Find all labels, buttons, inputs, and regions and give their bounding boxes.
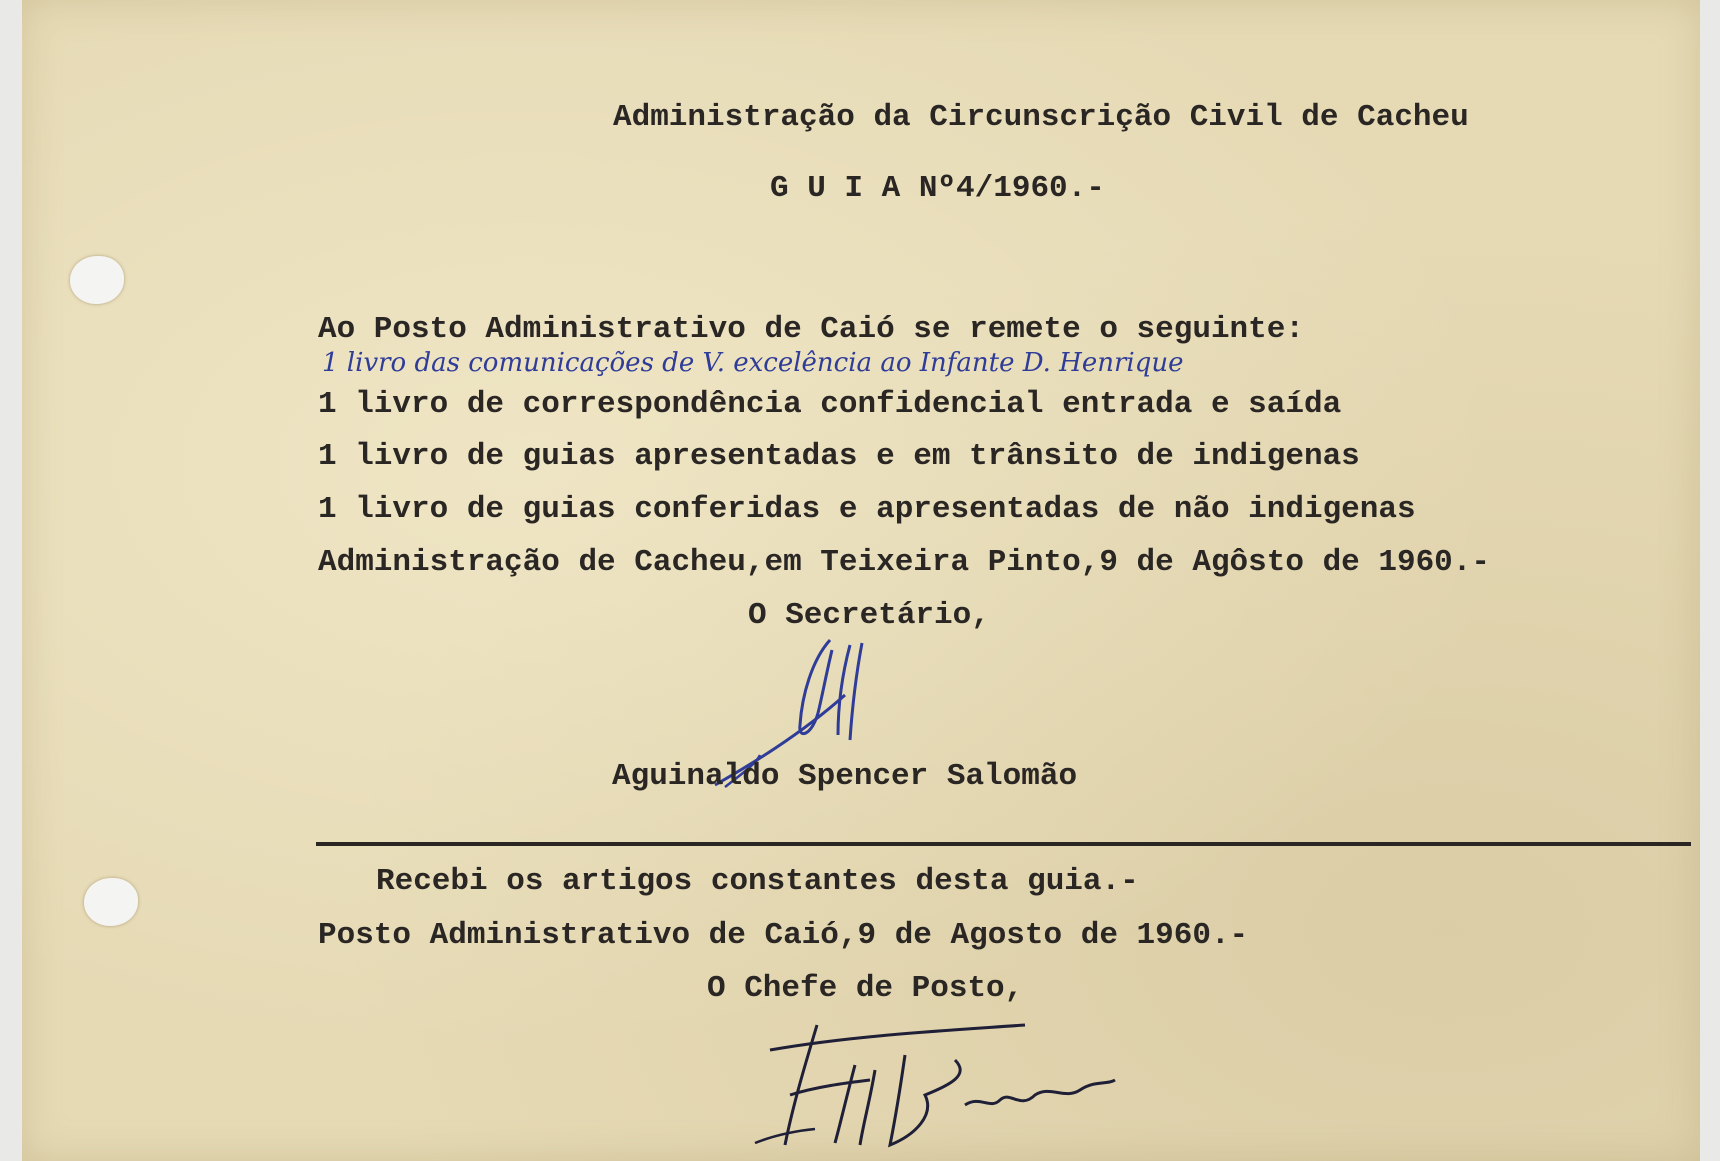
divider-line bbox=[316, 842, 1691, 846]
guide-number: G U I A Nº4/1960.- bbox=[770, 171, 1105, 206]
intro-line: Ao Posto Administrativo de Caió se remete o seguinte: bbox=[318, 312, 1304, 347]
secretary-title: O Secretário, bbox=[748, 598, 990, 633]
secretary-name: Aguinaldo Spencer Salomão bbox=[612, 759, 1078, 794]
post-chief-signature bbox=[735, 995, 1135, 1155]
receipt-place-date: Posto Administrativo de Caió,9 de Agosto de 1960.- bbox=[318, 918, 1249, 953]
item-line-3: 1 livro de guias conferidas e apresentadas de não indigenas bbox=[318, 492, 1416, 527]
document-header: Administração da Circunscrição Civil de Cacheu bbox=[613, 100, 1469, 135]
receipt-text: Recebi os artigos constantes desta guia.- bbox=[376, 864, 1139, 899]
handwritten-insert: 1 livro das comunicações de V. excelência ao Infante D. Henrique bbox=[322, 348, 1184, 378]
post-chief-title: O Chefe de Posto, bbox=[707, 971, 1024, 1006]
item-line-1: 1 livro de correspondência confidencial entrada e saída bbox=[318, 387, 1342, 422]
item-line-2: 1 livro de guias apresentadas e em trânsito de indigenas bbox=[318, 439, 1360, 474]
place-date-line: Administração de Cacheu,em Teixeira Pinto,9 de Agôsto de 1960.- bbox=[318, 545, 1490, 580]
punch-hole-top bbox=[70, 256, 124, 304]
punch-hole-bottom bbox=[84, 878, 138, 926]
